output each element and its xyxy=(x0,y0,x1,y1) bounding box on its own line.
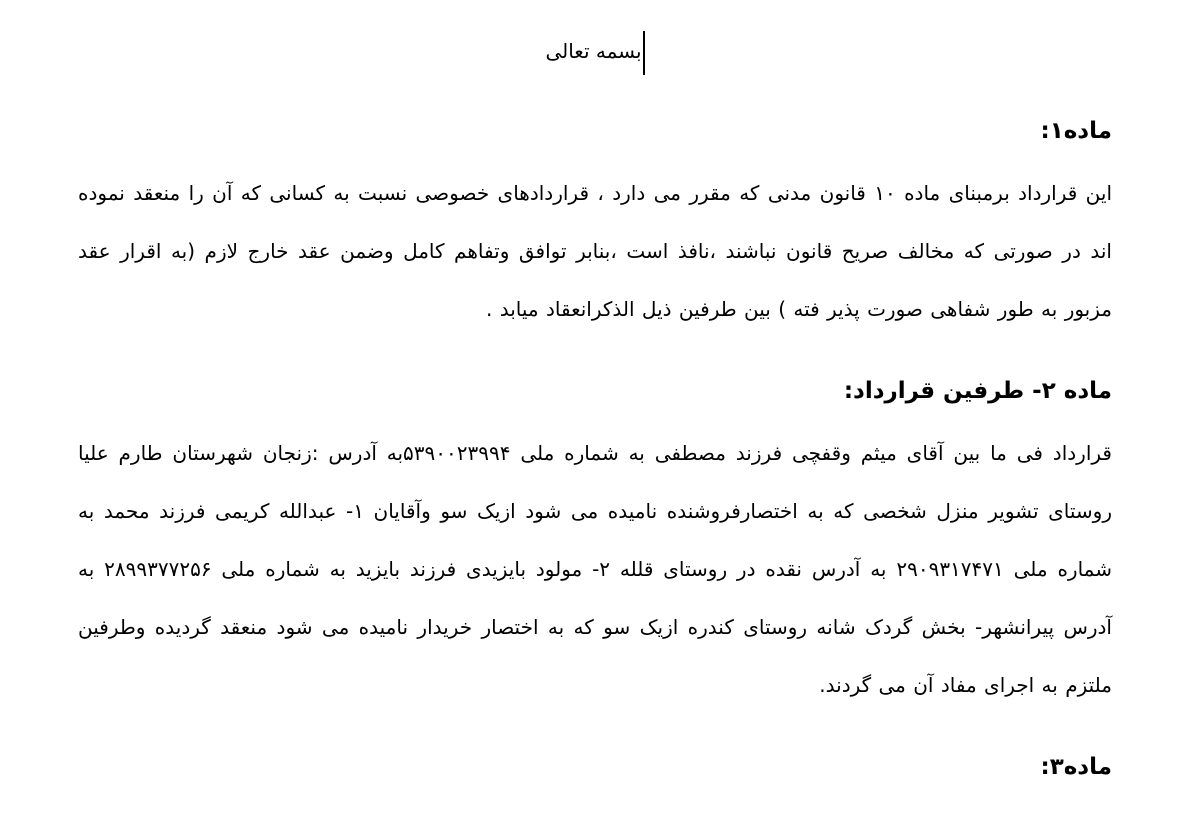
text-cursor xyxy=(643,31,645,75)
bismillah-line xyxy=(78,26,1112,76)
article-1-paragraph: این قرارداد برمبنای ماده ۱۰ قانون مدنی که مقرر می دارد ، قراردادهای خصوصی نسبت به کسانی که آن را منعقد نموده اند در صورتی که مخالف صریح قانون نباشند ،نافذ است ،بنابر توافق وتفاهم کامل وضمن عقد خارج لازم (به اقرار عقد مزبور به طور شفاهی صورت پذیر فته ) بین طرفین ذیل الذکرانعقاد میابد . xyxy=(78,181,1113,321)
article-2-heading: ماده ۲- طرفین قرارداد: xyxy=(843,378,1112,404)
article-3-heading: ماده۳: xyxy=(1040,754,1112,780)
article-1-heading: ماده۱: xyxy=(1040,118,1112,144)
bismillah-text: بسمه تعالی xyxy=(545,39,642,63)
article-2-paragraph: قرارداد فی ما بین آقای میثم وقفچی فرزند مصطفی به شماره ملی ۵۳۹۰۰۲۳۹۹۴به آدرس :زنجان شهرستان طارم علیا روستای تشویر منزل شخصی که به اختصارفروشنده نامیده می شود ازیک سو وآقایان ۱- عبدالله کریمی فرزند محمد به شماره ملی ۲۹۰۹۳۱۷۴۷۱ به آدرس نقده در روستای قلله ۲- مولود بایزیدی فرزند بایزید به شماره ملی ۲۸۹۹۳۷۷۲۵۶ به آدرس پیرانشهر- بخش گردک شانه روستای کندره ازیک سو که به اختصار خریدار نامیده می شود منعقد گردیده وطرفین ملتزم به اجرای مفاد آن می گردند. xyxy=(78,441,1112,697)
